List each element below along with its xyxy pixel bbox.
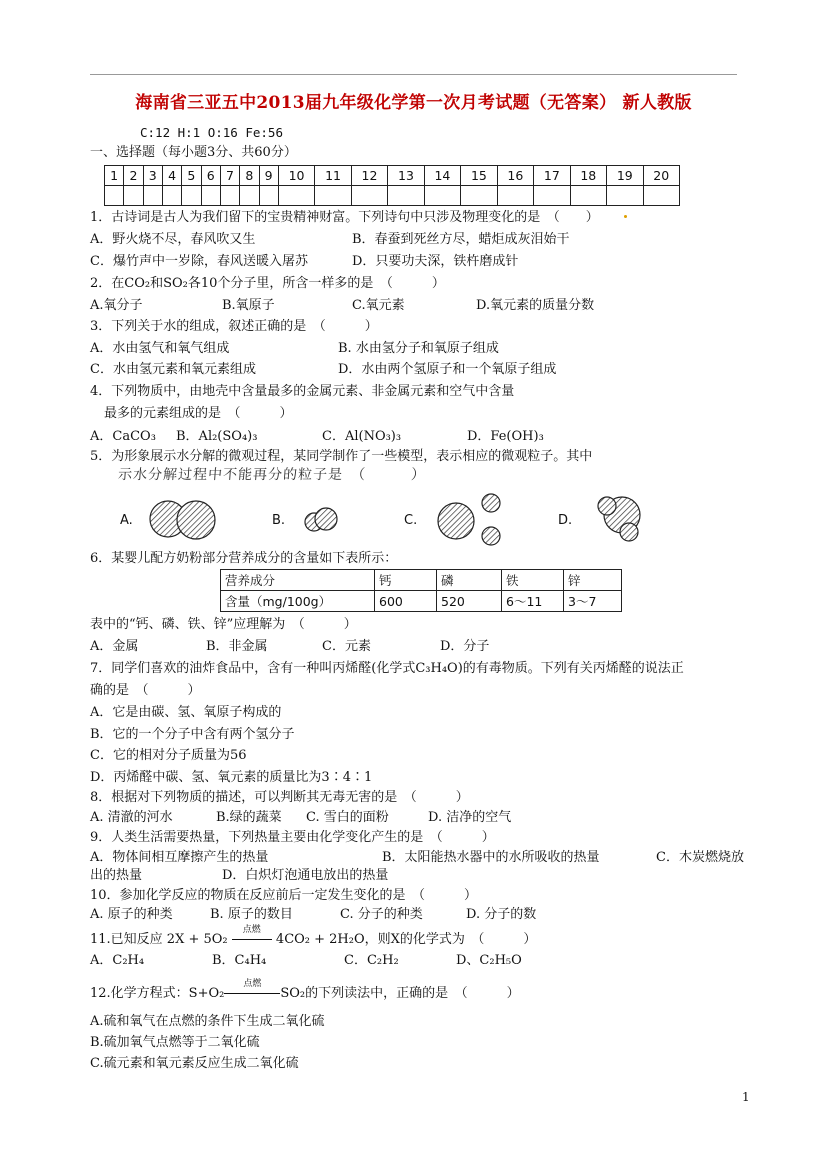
q5-stem-continued: 示水分解过程中不能再分的粒子是 （ ） — [117, 467, 427, 483]
q11-stem-left: 11.已知反应 2X + 5O₂ — [90, 932, 228, 947]
q3-option-c: C．水由氢元素和氧元素组成 — [90, 362, 256, 377]
q8-stem: 8．根据对下列物质的描述，可以判断其无毒无害的是 （ ） — [90, 790, 469, 805]
q8-option-d: D. 洁净的空气 — [428, 810, 512, 825]
q6-option-b: B．非金属 — [206, 639, 268, 654]
q12-option-c: C.硫元素和氧元素反应生成二氧化硫 — [90, 1056, 299, 1071]
answer-number-cell: 19 — [607, 166, 643, 186]
q1-option-a: A．野火烧不尽，春风吹又生 — [90, 232, 256, 247]
model-c — [438, 494, 500, 545]
answer-number-cell: 6 — [201, 166, 220, 186]
page-title: 海南省三亚五中2013届九年级化学第一次月考试题（无答案） 新人教版 — [135, 93, 692, 113]
q4-option-c: C．Al(NO₃)₃ — [322, 429, 402, 444]
q1-stem: 1．古诗词是古人为我们留下的宝贵精神财富。下列诗句中只涉及物理变化的是 （ ） — [90, 210, 599, 225]
nutrition-value-cell: 520 — [437, 591, 502, 612]
answer-number-cell: 1 — [105, 166, 124, 186]
q4-option-b: B．Al₂(SO₄)₃ — [176, 429, 258, 444]
answer-number-cell: 3 — [143, 166, 162, 186]
answer-blank-cell[interactable] — [461, 186, 497, 206]
answer-number-cell: 10 — [278, 166, 314, 186]
answer-number-cell: 12 — [351, 166, 387, 186]
q9-option-c: C．木炭燃烧放 — [656, 850, 744, 865]
q5-option-c: C. — [404, 513, 418, 528]
q3-option-a: A．水由氢气和氧气组成 — [90, 341, 230, 356]
nutrition-value-cell: 600 — [375, 591, 437, 612]
q11-stem — [90, 925, 537, 948]
q4-stem-continued: 最多的元素组成的是 （ ） — [104, 406, 293, 421]
q11-condition: 点燃 — [242, 925, 261, 935]
answer-blank-cell[interactable] — [182, 186, 201, 206]
nutrition-header-cell: 锌 — [564, 570, 622, 591]
q10-option-d: D. 分子的数 — [466, 907, 537, 922]
answer-table — [104, 165, 680, 206]
q6-after-text: 表中的“钙、磷、铁、锌”应理解为 （ ） — [90, 617, 357, 632]
q8-option-b: B.绿的蔬菜 — [216, 810, 282, 825]
q4-stem: 4．下列物质中，由地壳中含量最多的金属元素、非金属元素和空气中含量 — [90, 384, 515, 399]
q5-stem: 5．为形象展示水分解的微观过程，某同学制作了一些模型，表示相应的微观粒子。其中 — [90, 449, 593, 464]
answer-blank-row — [105, 186, 680, 206]
q7-option-d: D．丙烯醛中碳、氢、氧元素的质量比为3∶4∶1 — [90, 770, 373, 785]
q1-option-b: B．春蚕到死丝方尽，蜡炬成灰泪始干 — [352, 232, 570, 247]
q12-condition: 点燃 — [243, 979, 262, 989]
atomic-masses: C:12 H:1 O:16 Fe:56 — [140, 125, 283, 140]
q6-option-a: A．金属 — [90, 639, 139, 654]
q7-stem-continued: 确的是 （ ） — [90, 683, 201, 698]
answer-blank-cell[interactable] — [643, 186, 680, 206]
q2-option-c: C.氧元素 — [352, 298, 405, 313]
page-number: 1 — [742, 1090, 750, 1104]
q11-option-c: C．C₂H₂ — [344, 953, 399, 968]
q12-option-b: B.硫加氧气点燃等于二氧化硫 — [90, 1035, 260, 1050]
answer-number-cell: 8 — [240, 166, 259, 186]
q12-stem — [90, 979, 520, 1002]
q5-option-a: A. — [120, 513, 133, 528]
q5-option-b: B. — [272, 513, 286, 528]
answer-blank-cell[interactable] — [124, 186, 143, 206]
answer-blank-cell[interactable] — [240, 186, 259, 206]
q7-stem: 7．同学们喜欢的油炸食品中，含有一种叫丙烯醛(化学式C₃H₄O)的有毒物质。下列有关丙烯醛的说法正 — [90, 661, 684, 676]
q7-option-c: C．它的相对分子质量为56 — [90, 748, 247, 763]
q2-option-b: B.氧原子 — [222, 298, 275, 313]
section-heading: 一、选择题（每小题3分、共60分） — [90, 145, 297, 160]
q11-stem-right: 4CO₂ + 2H₂O，则X的化学式为 （ ） — [275, 932, 537, 947]
q10-stem: 10．参加化学反应的物质在反应前后一定发生变化的是 （ ） — [90, 888, 478, 903]
answer-blank-cell[interactable] — [143, 186, 162, 206]
nutrition-header-row — [221, 570, 622, 591]
answer-number-cell: 13 — [388, 166, 424, 186]
answer-blank-cell[interactable] — [424, 186, 460, 206]
answer-number-cell: 7 — [220, 166, 239, 186]
q9-option-d: D．白炽灯泡通电放出的热量 — [222, 868, 389, 883]
q1-option-c: C．爆竹声中一岁除，春风送暖入屠苏 — [90, 254, 308, 269]
answer-blank-cell[interactable] — [278, 186, 314, 206]
answer-blank-cell[interactable] — [351, 186, 387, 206]
answer-number-cell: 18 — [570, 166, 606, 186]
q10-option-c: C. 分子的种类 — [340, 907, 423, 922]
answer-number-cell: 4 — [162, 166, 181, 186]
q6-stem: 6．某婴儿配方奶粉部分营养成分的含量如下表所示： — [90, 551, 398, 566]
model-a — [150, 501, 215, 539]
q2-option-d: D.氧元素的质量分数 — [476, 298, 595, 313]
nutrition-value-cell: 6～11 — [502, 591, 564, 612]
nutrition-header-cell: 营养成分 — [221, 570, 375, 591]
answer-blank-cell[interactable] — [201, 186, 220, 206]
q6-option-c: C．元素 — [322, 639, 371, 654]
answer-number-cell: 2 — [124, 166, 143, 186]
answer-blank-cell[interactable] — [607, 186, 643, 206]
q5-option-d: D. — [558, 513, 573, 528]
answer-number-cell: 14 — [424, 166, 460, 186]
answer-number-cell: 20 — [643, 166, 680, 186]
q11-option-a: A．C₂H₄ — [90, 953, 145, 968]
answer-number-cell: 9 — [259, 166, 278, 186]
q2-option-a: A.氧分子 — [90, 298, 143, 313]
nutrition-header-cell: 铁 — [502, 570, 564, 591]
answer-blank-cell[interactable] — [497, 186, 533, 206]
q9-option-a: A．物体间相互摩擦产生的热量 — [90, 850, 269, 865]
nutrition-table — [220, 569, 622, 612]
answer-blank-cell[interactable] — [259, 186, 278, 206]
answer-number-cell: 15 — [461, 166, 497, 186]
q4-option-d: D．Fe(OH)₃ — [467, 429, 544, 444]
q12-stem-left: 12.化学方程式：S+O₂ — [90, 986, 225, 1001]
model-b — [305, 508, 337, 531]
q3-option-b: B. 水由氢分子和氧原子组成 — [338, 341, 499, 356]
q12-stem-right: SO₂的下列读法中，正确的是 （ ） — [280, 986, 520, 1001]
q11-option-d: D、C₂H₅O — [456, 953, 522, 968]
q8-option-c: C. 雪白的面粉 — [306, 810, 389, 825]
q9-option-c-continued: 出的热量 — [90, 868, 143, 883]
q10-option-b: B. 原子的数目 — [210, 907, 293, 922]
q9-option-b: B．太阳能热水器中的水所吸收的热量 — [382, 850, 600, 865]
answer-blank-cell[interactable] — [534, 186, 570, 206]
answer-blank-cell[interactable] — [220, 186, 239, 206]
answer-number-cell: 17 — [534, 166, 570, 186]
nutrition-value-cell: 含量（mg/100g） — [221, 591, 375, 612]
answer-number-cell: 16 — [497, 166, 533, 186]
answer-number-row — [105, 166, 680, 186]
q10-option-a: A. 原子的种类 — [90, 907, 173, 922]
q12-reaction-arrow — [224, 979, 280, 1002]
answer-blank-cell[interactable] — [570, 186, 606, 206]
answer-number-cell: 11 — [315, 166, 351, 186]
q11-option-b: B．C₄H₄ — [212, 953, 267, 968]
answer-blank-cell[interactable] — [315, 186, 351, 206]
q12-option-a: A.硫和氧气在点燃的条件下生成二氧化硫 — [90, 1014, 325, 1029]
q11-reaction-arrow — [232, 925, 272, 948]
q3-stem: 3．下列关于水的组成，叙述正确的是 （ ） — [90, 319, 378, 334]
nutrition-value-row — [221, 591, 622, 612]
answer-blank-cell[interactable] — [162, 186, 181, 206]
nutrition-header-cell: 磷 — [437, 570, 502, 591]
answer-blank-cell[interactable] — [388, 186, 424, 206]
q2-stem: 2．在CO₂和SO₂各10个分子里，所含一样多的是 （ ） — [90, 276, 445, 291]
answer-blank-cell[interactable] — [105, 186, 124, 206]
q8-option-a: A. 清澈的河水 — [90, 810, 173, 825]
nutrition-value-cell: 3～7 — [564, 591, 622, 612]
q7-option-b: B．它的一个分子中含有两个氢分子 — [90, 727, 295, 742]
q9-stem: 9．人类生活需要热量，下列热量主要由化学变化产生的是 （ ） — [90, 830, 495, 845]
answer-number-cell: 5 — [182, 166, 201, 186]
q6-option-d: D．分子 — [440, 639, 490, 654]
stray-mark — [624, 215, 627, 218]
header-rule — [90, 74, 737, 75]
q3-option-d: D．水由两个氢原子和一个氧原子组成 — [338, 362, 557, 377]
q4-option-a: A．CaCO₃ — [90, 429, 156, 444]
nutrition-header-cell: 钙 — [375, 570, 437, 591]
q7-option-a: A．它是由碳、氢、氧原子构成的 — [90, 705, 282, 720]
q1-option-d: D．只要功夫深，铁杵磨成针 — [352, 254, 519, 269]
model-d — [598, 497, 640, 541]
